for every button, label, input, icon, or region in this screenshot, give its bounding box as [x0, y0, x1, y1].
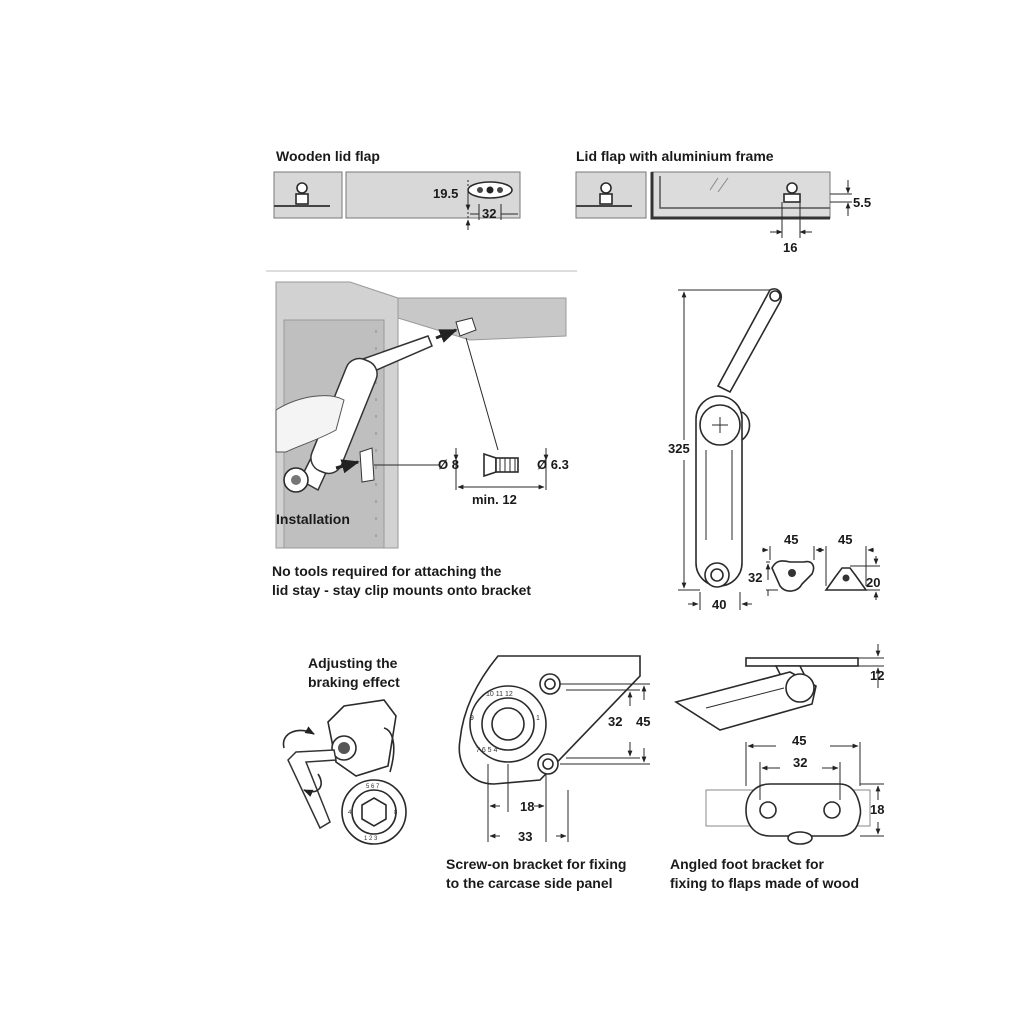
dim-foot-12: 12: [870, 668, 885, 683]
dim-foot-18: 18: [870, 802, 885, 817]
dim-clip-45b: 45: [838, 532, 853, 547]
dim-foot-45: 45: [792, 733, 807, 748]
dim-clip-20: 20: [866, 575, 881, 590]
screw-on-caption-line1: Screw-on bracket for fixing: [446, 856, 627, 872]
screw-detail: [438, 448, 569, 507]
dim-wood-19-5: 19.5: [433, 186, 459, 201]
dim-stay-325: 325: [668, 441, 690, 456]
dim-alu-16: 16: [783, 240, 798, 255]
no-tools-caption-line1: No tools required for attaching the: [272, 563, 502, 579]
dim-screwon-18: 18: [520, 799, 535, 814]
angled-caption-line2: fixing to flaps made of wood: [670, 875, 859, 891]
hex-key-icon: [288, 750, 336, 828]
dim-screwon-45: 45: [636, 714, 651, 729]
svg-text:5 6 7: 5 6 7: [366, 784, 380, 790]
dim-screw-min12: min. 12: [472, 492, 517, 507]
aluminium-lid-flap-panel: [576, 148, 871, 255]
dim-foot-32: 32: [793, 755, 808, 770]
dim-clip-32: 32: [748, 570, 763, 585]
svg-text:7 6 5 4: 7 6 5 4: [476, 747, 498, 754]
svg-text:4: 4: [348, 810, 352, 816]
clip-bracket-front: [748, 532, 822, 596]
dim-screw-d6-3: Ø 6.3: [537, 457, 569, 472]
no-tools-caption-line2: lid stay - stay clip mounts onto bracket: [272, 582, 532, 598]
svg-text:9: 9: [470, 715, 474, 722]
installation-illustration: [276, 282, 566, 548]
svg-text:1: 1: [536, 715, 540, 722]
wooden-lid-flap-heading: Wooden lid flap: [276, 148, 380, 164]
aluminium-lid-flap-heading: Lid flap with aluminium frame: [576, 148, 774, 164]
wooden-lid-flap-panel: [274, 148, 520, 232]
dim-clip-45a: 45: [784, 532, 799, 547]
dim-wood-32: 32: [482, 206, 497, 221]
angled-caption-line1: Angled foot bracket for: [670, 856, 825, 872]
svg-text:1 2 3: 1 2 3: [364, 836, 378, 842]
dim-screwon-32: 32: [608, 714, 623, 729]
screw-on-caption-line2: to the carcase side panel: [446, 875, 613, 891]
dim-stay-40: 40: [712, 597, 727, 612]
lid-stay-drawing: [668, 289, 781, 612]
adjusting-braking-panel: [283, 655, 406, 844]
dim-alu-5-5: 5.5: [853, 195, 872, 210]
installation-label: Installation: [276, 511, 350, 527]
screw-on-bracket-drawing: [459, 656, 650, 844]
adjusting-heading-line2: braking effect: [308, 674, 400, 690]
angled-foot-bracket-drawing: [676, 644, 884, 844]
adjusting-heading-line1: Adjusting the: [308, 655, 398, 671]
dim-screw-d8: Ø 8: [438, 457, 459, 472]
dim-screwon-33: 33: [518, 829, 533, 844]
clip-bracket-side: [818, 532, 880, 600]
svg-text:8: 8: [394, 810, 398, 816]
svg-text:10 11 12: 10 11 12: [486, 691, 513, 698]
